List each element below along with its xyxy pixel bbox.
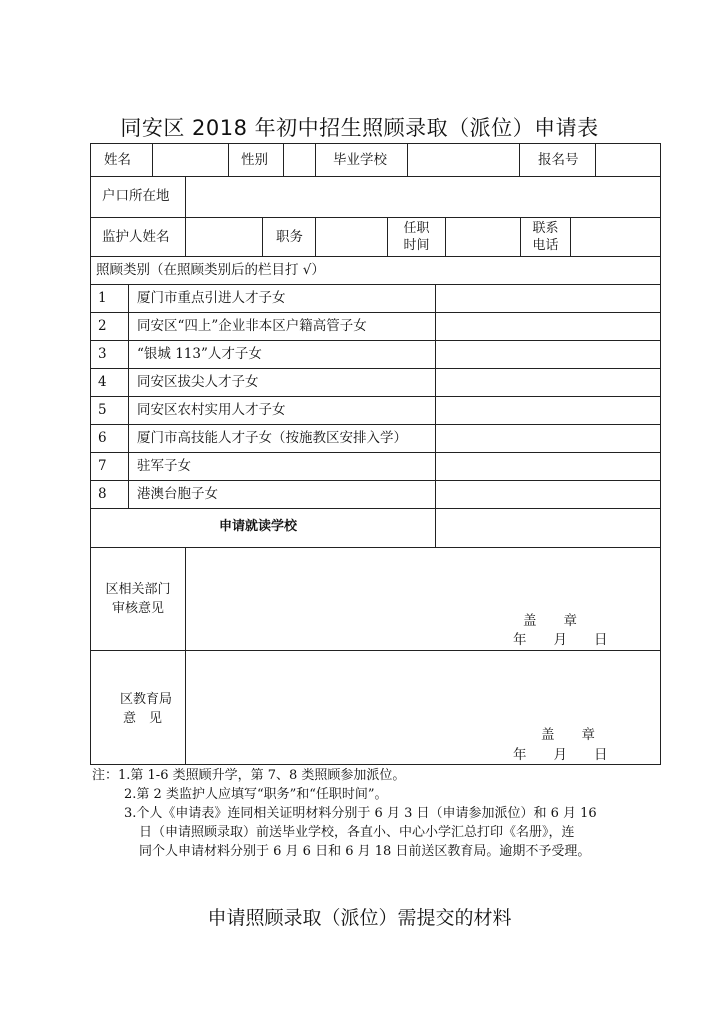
category-check-1[interactable] xyxy=(436,285,659,312)
phone-field[interactable] xyxy=(571,218,659,255)
apply-school-label: 申请就读学校 xyxy=(219,519,298,534)
hukou-label: 户口所在地 xyxy=(102,188,170,204)
category-text-7: 驻军子女 xyxy=(137,458,191,474)
category-no-7: 7 xyxy=(98,458,107,474)
category-text-2: 同安区“四上”企业非本区户籍高管子女 xyxy=(137,318,367,334)
hukou-field[interactable] xyxy=(186,177,659,216)
dept-seal: 盖 章 xyxy=(523,613,577,629)
category-no-6: 6 xyxy=(98,430,107,446)
category-text-3: “银城 113”人才子女 xyxy=(137,346,262,362)
note-line-3: 3.个人《申请表》连同相关证明材料分别于 6 月 3 日（申请参加派位）和 6 月 16 xyxy=(124,806,597,821)
category-no-1: 1 xyxy=(98,290,107,306)
dept-review-label-line1: 区相关部门 xyxy=(105,582,171,597)
category-no-4: 4 xyxy=(98,374,107,390)
guardian-name-field[interactable] xyxy=(186,218,261,255)
category-text-5: 同安区农村实用人才子女 xyxy=(137,402,286,418)
category-heading: 照顾类别（在照顾类别后的栏目打 √） xyxy=(96,262,325,278)
note-line-4: 日（申请照顾录取）前送毕业学校，各直小、中心小学汇总打印《名册》，连 xyxy=(139,825,575,840)
category-check-5[interactable] xyxy=(436,397,659,424)
guardian-name-label: 监护人姓名 xyxy=(102,229,170,245)
phone-label xyxy=(521,220,570,254)
note-line-1: 注：1.第 1-6 类照顾升学，第 7、8 类照顾参加派位。 xyxy=(92,768,406,783)
gender-field[interactable] xyxy=(284,145,314,175)
dept-review-field[interactable] xyxy=(186,548,659,608)
gender-label: 性别 xyxy=(241,152,268,168)
form-title: 同安区 2018 年初中招生照顾录取（派位）申请表 xyxy=(120,116,599,140)
position-field[interactable] xyxy=(316,218,386,255)
category-text-8: 港澳台胞子女 xyxy=(137,486,218,502)
exam-number-label: 报名号 xyxy=(538,152,579,168)
category-no-8: 8 xyxy=(98,486,107,502)
exam-number-field[interactable] xyxy=(596,145,659,175)
tenure-label-line1: 任职 xyxy=(403,221,430,236)
graduate-school-label: 毕业学校 xyxy=(333,152,387,168)
graduate-school-field[interactable] xyxy=(408,145,518,175)
category-check-8[interactable] xyxy=(436,481,659,508)
edu-bureau-field[interactable] xyxy=(186,651,659,721)
category-check-3[interactable] xyxy=(436,341,659,368)
category-no-3: 3 xyxy=(98,346,107,362)
tenure-label xyxy=(388,220,445,254)
edu-bureau-label-line2: 意 见 xyxy=(123,711,163,726)
edu-date: 年 月 日 xyxy=(513,747,608,763)
apply-school-field[interactable] xyxy=(436,509,659,546)
tenure-field[interactable] xyxy=(446,218,519,255)
name-field[interactable] xyxy=(153,145,227,175)
edu-bureau-label xyxy=(105,690,187,728)
dept-review-label xyxy=(91,580,185,618)
note-line-5: 同个人申请材料分别于 6 月 6 日和 6 月 18 日前送区教育局。逾期不予受理。 xyxy=(139,844,591,859)
category-check-4[interactable] xyxy=(436,369,659,396)
dept-date: 年 月 日 xyxy=(513,632,608,648)
note-line-2: 2.第 2 类监护人应填写“职务”和“任职时间”。 xyxy=(124,787,388,802)
edu-bureau-label-line1: 区教育局 xyxy=(119,692,172,707)
category-check-2[interactable] xyxy=(436,313,659,340)
position-label: 职务 xyxy=(276,229,303,245)
category-no-5: 5 xyxy=(98,402,107,418)
edu-seal: 盖 章 xyxy=(541,727,595,743)
category-no-2: 2 xyxy=(98,318,107,334)
category-check-7[interactable] xyxy=(436,453,659,480)
category-check-6[interactable] xyxy=(436,425,659,452)
dept-review-label-line2: 审核意见 xyxy=(111,601,164,616)
category-text-6: 厦门市高技能人才子女（按施教区安排入学） xyxy=(137,430,407,446)
category-text-1: 厦门市重点引进人才子女 xyxy=(137,290,286,306)
application-form-table xyxy=(90,143,661,765)
category-text-4: 同安区拔尖人才子女 xyxy=(137,374,259,390)
phone-label-line2: 电话 xyxy=(532,238,559,253)
name-label: 姓名 xyxy=(104,152,131,168)
phone-label-line1: 联系 xyxy=(532,221,559,236)
materials-title: 申请照顾录取（派位）需提交的材料 xyxy=(207,907,512,929)
tenure-label-line2: 时间 xyxy=(403,238,430,253)
